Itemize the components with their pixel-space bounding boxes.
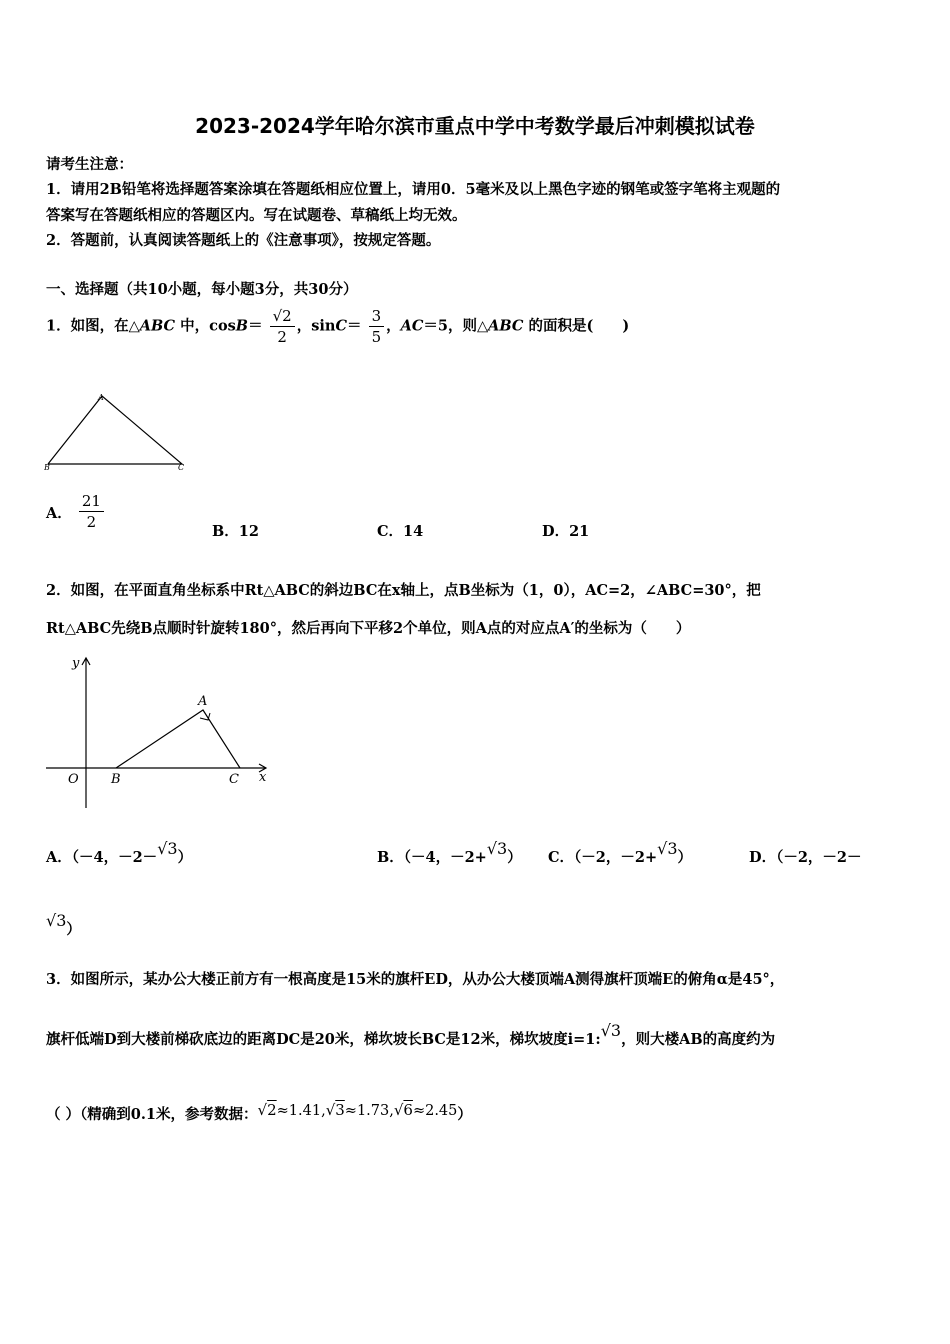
- section-heading: 一、选择题（共10小题，每小题3分，共30分）: [46, 281, 358, 298]
- q2-option-c: C．（－2，－2+√3）: [548, 839, 693, 866]
- q2-label-x: x: [259, 770, 267, 785]
- notes-heading: 请考生注意：: [46, 156, 133, 173]
- sqrt-3-d: √3: [46, 911, 67, 930]
- sqrt-3-b: √3: [486, 839, 508, 858]
- q1-label-a: A: [98, 393, 104, 402]
- question-3-line-3: （ ）（精确到0.1米，参考数据：√2≈1.41,√3≈1.73,√6≈2.45）: [46, 1101, 472, 1123]
- q1-label-c: C: [178, 463, 185, 472]
- cos-fraction: $\frac{√2}{2}$: [270, 306, 295, 347]
- q2-option-d-continued: √3）: [46, 911, 81, 938]
- q2-label-b: B: [111, 772, 121, 787]
- notes-line-2: 2．答题前，认真阅读答题纸上的《注意事项》，按规定答题。: [46, 232, 441, 249]
- q1-option-a: A． $\frac{21}{2}$: [46, 493, 106, 534]
- q2-option-b: B．（－4，－2+√3）: [377, 839, 522, 866]
- sqrt-3-c: √3: [657, 839, 678, 858]
- sqrt-3-a: √3: [157, 839, 178, 858]
- q1-option-d: D．21: [542, 523, 590, 540]
- sqrt-3-slope: √3: [600, 1021, 622, 1040]
- ref-sqrt-2: √2: [257, 1101, 277, 1119]
- question-2-line-2: Rt△ABC先绕B点顺时针旋转180°，然后再向下平移2个单位，则A点的对应点A′的坐标为（ ）: [46, 620, 691, 637]
- q2-option-d: D．（－2，－2－: [749, 849, 862, 866]
- notes-line-1b: 答案写在答题纸相应的答题区内。写在试题卷、草稿纸上均无效。: [46, 207, 467, 224]
- question-2-line-1: 2．如图，在平面直角坐标系中Rt△ABC的斜边BC在x轴上，点B坐标为（1，0），AC=2，∠ABC=30°，把: [46, 582, 761, 599]
- q2-label-y: y: [72, 656, 80, 671]
- q2-label-c: C: [229, 772, 239, 787]
- question-3-line-1: 3．如图所示，某办公大楼正前方有一根高度是15米的旗杆ED，从办公大楼顶端A测得旗杆顶端E的俯角α是45°，: [46, 971, 785, 988]
- q2-label-o: O: [68, 772, 79, 787]
- ref-sqrt-3: √3: [325, 1101, 345, 1119]
- q1-option-b: B．12: [212, 523, 259, 540]
- sin-fraction: $\frac{3}{5}$: [369, 306, 385, 347]
- notes-line-1a: 1．请用2B铅笔将选择题答案涂填在答题纸相应位置上，请用0．5毫米及以上黑色字迹的钢笔或签字笔将主观题的: [46, 181, 781, 198]
- page-title: 2023-2024学年哈尔滨市重点中学中考数学最后冲刺模拟试卷: [195, 114, 755, 138]
- q1-label-b: B: [44, 463, 50, 472]
- q1-option-c: C．14: [377, 523, 424, 540]
- ref-sqrt-6: √6: [393, 1101, 413, 1119]
- q2-option-a: A．（－4，－2－√3）: [46, 839, 193, 866]
- question-1: 1．如图，在△ABC 中，cosB＝ $\frac{√2}{2}$ ，sinC＝ $\frac{3}{5}$ ，AC＝5，则△ABC 的面积是( ): [46, 307, 630, 346]
- q2-label-a: A: [198, 694, 208, 709]
- question-3-line-2: 旗杆低端D到大楼前梯砍底边的距离DC是20米，梯坎坡长BC是12米，梯坎坡度i=1:√3，则大楼AB的高度约为: [46, 1021, 776, 1048]
- q1-option-a-fraction: $\frac{21}{2}$: [79, 491, 104, 532]
- q2-coordinate-figure: [40, 650, 280, 815]
- q1-triangle-figure: [44, 388, 189, 473]
